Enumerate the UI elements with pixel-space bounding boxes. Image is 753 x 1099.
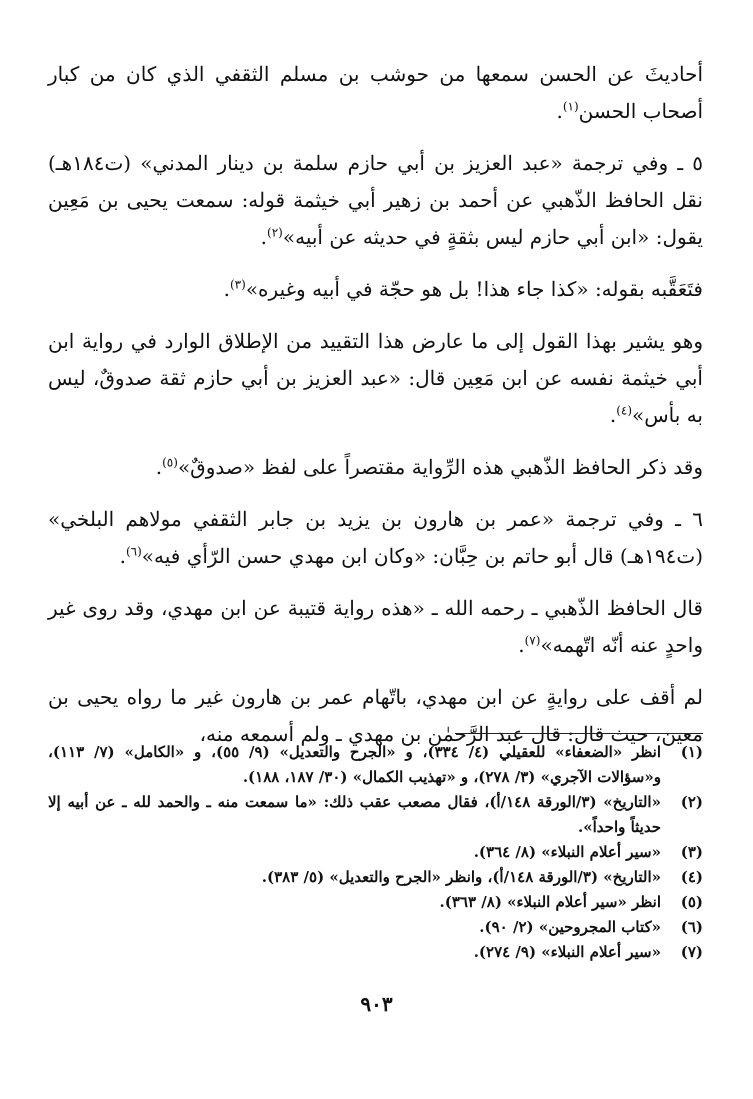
- footnote-number: (٦): [680, 918, 703, 936]
- paragraph-tail: .: [556, 99, 563, 123]
- footnote-number: (٣): [680, 843, 703, 861]
- footnote: [48, 790, 703, 840]
- footnote: [48, 840, 703, 865]
- footnote-number: (١): [680, 743, 703, 761]
- paragraph-text: وقد ذكر الحافظ الذّهبي هذه الرِّواية مقتصراً على لفظ «صدوقٌ»: [177, 455, 703, 479]
- footnote: [48, 940, 703, 965]
- footnote-marker: (١): [562, 99, 579, 114]
- paragraph-text: فتَعَقَّبه بقوله: «كذا جاء هذا! بل هو حجّة في أبيه وغيره»: [245, 277, 703, 301]
- footnotes: [48, 740, 703, 965]
- paragraph: [48, 323, 703, 434]
- paragraph-text: لم أقف على روايةٍ عن ابن مهدي، باتّهام عمر بن هارون غير ما رواه يحيى بن معين، حيث قال: قال عبد الرَّحمٰن بن مهدي ـ ولم أسمعه منه،: [48, 685, 703, 746]
- footnote: [48, 915, 703, 940]
- footnote-text: «التاريخ» (٣/الورقة ١٤٨/أ)، فقال مصعب عقب ذلك: «ما سمعت منه ـ والحمد لله ـ عن أبيه إلا حديثاً واحداً».: [48, 793, 661, 836]
- footnote-marker: (٦): [125, 544, 142, 559]
- paragraph: [48, 501, 703, 575]
- footnote-number: (٢): [680, 793, 703, 811]
- footnote-text: «سير أعلام النبلاء» (٨/ ٣٦٤).: [473, 843, 661, 861]
- footnote-marker: (٢): [267, 225, 283, 240]
- footnote-marker: (٣): [229, 277, 246, 292]
- paragraph-tail: .: [119, 544, 126, 568]
- paragraph: [48, 590, 703, 664]
- paragraph: [48, 449, 703, 486]
- paragraph-tail: .: [260, 225, 268, 249]
- footnote-divider: [455, 733, 703, 734]
- footnote-number: (٧): [680, 943, 703, 961]
- footnote: [48, 865, 703, 890]
- paragraph-text: أحاديثَ عن الحسن سمعها من حوشب بن مسلم الثقفي الذي كان من كبار أصحاب الحسن: [48, 62, 703, 123]
- paragraph-tail: .: [155, 455, 163, 479]
- paragraph-tail: .: [518, 633, 525, 657]
- paragraph-tail: .: [223, 277, 230, 301]
- footnote-text: انظر «سير أعلام النبلاء» (٨/ ٣٦٣).: [439, 893, 661, 911]
- main-text: [48, 56, 703, 753]
- footnote-text: «التاريخ» (٣/الورقة ١٤٨/أ)، وانظر «الجرح والتعديل» (٥/ ٣٨٣).: [261, 868, 661, 886]
- footnote-text: «سير أعلام النبلاء» (٩/ ٢٧٤).: [473, 943, 661, 961]
- footnote-number: (٥): [680, 893, 703, 911]
- page-number: ٩٠٣: [360, 992, 393, 1016]
- paragraph-text: ٥ ـ وفي ترجمة «عبد العزيز بن أبي حازم سلمة بن دينار المدني» (ت١٨٤هـ) نقل الحافظ الذّهبي عن أحمد بن زهير أبي خيثمة قوله: سمعت يحيى بن مَعِين يقول: «ابن أبي حازم ليس بثقةٍ في حديثه عن أبيه»: [48, 151, 703, 249]
- paragraph-text: ٦ ـ وفي ترجمة «عمر بن هارون بن يزيد بن جابر الثقفي مولاهم البلخي» (ت١٩٤هـ) قال أبو حاتم بن حِبَّان: «وكان ابن مهدي حسن الرّأي فيه»: [48, 507, 703, 568]
- footnote-text: «كتاب المجروحين» (٢/ ٩٠).: [479, 918, 661, 936]
- footnote-marker: (٤): [616, 403, 633, 418]
- paragraph-text: وهو يشير بهذا القول إلى ما عارض هذا التقييد من الإطلاق الوارد في رواية ابن أبي خيثمة نفسه عن ابن مَعِين قال: «عبد العزيز بن أبي حازم ثقة صدوقٌ، ليس به بأس»: [48, 329, 703, 427]
- footnote-marker: (٧): [524, 633, 541, 648]
- footnote: [48, 890, 703, 915]
- footnote-text: انظر «الضعفاء» للعقيلي (٤/ ٣٣٤)، و «الجرح والتعديل» (٩/ ٥٥)، و «الكامل» (٧/ ١١٣)، و«سؤالات الآجري» (٣/ ٢٧٨)، و «تهذيب الكمال» (٣٠/ ١٨٧، ١٨٨).: [48, 743, 661, 786]
- paragraph: [48, 56, 703, 130]
- paragraph: [48, 145, 703, 256]
- paragraph-tail: .: [609, 403, 617, 427]
- paragraph-text: قال الحافظ الذّهبي ـ رحمه الله ـ «هذه رواية قتيبة عن ابن مهدي، وقد روى غير واحدٍ عنه أنّه اتّهمه»: [48, 596, 703, 657]
- footnote-marker: (٥): [162, 455, 178, 470]
- footnote-number: (٤): [680, 868, 703, 886]
- page-body: [48, 56, 703, 753]
- footnote: [48, 740, 703, 790]
- paragraph: [48, 271, 703, 308]
